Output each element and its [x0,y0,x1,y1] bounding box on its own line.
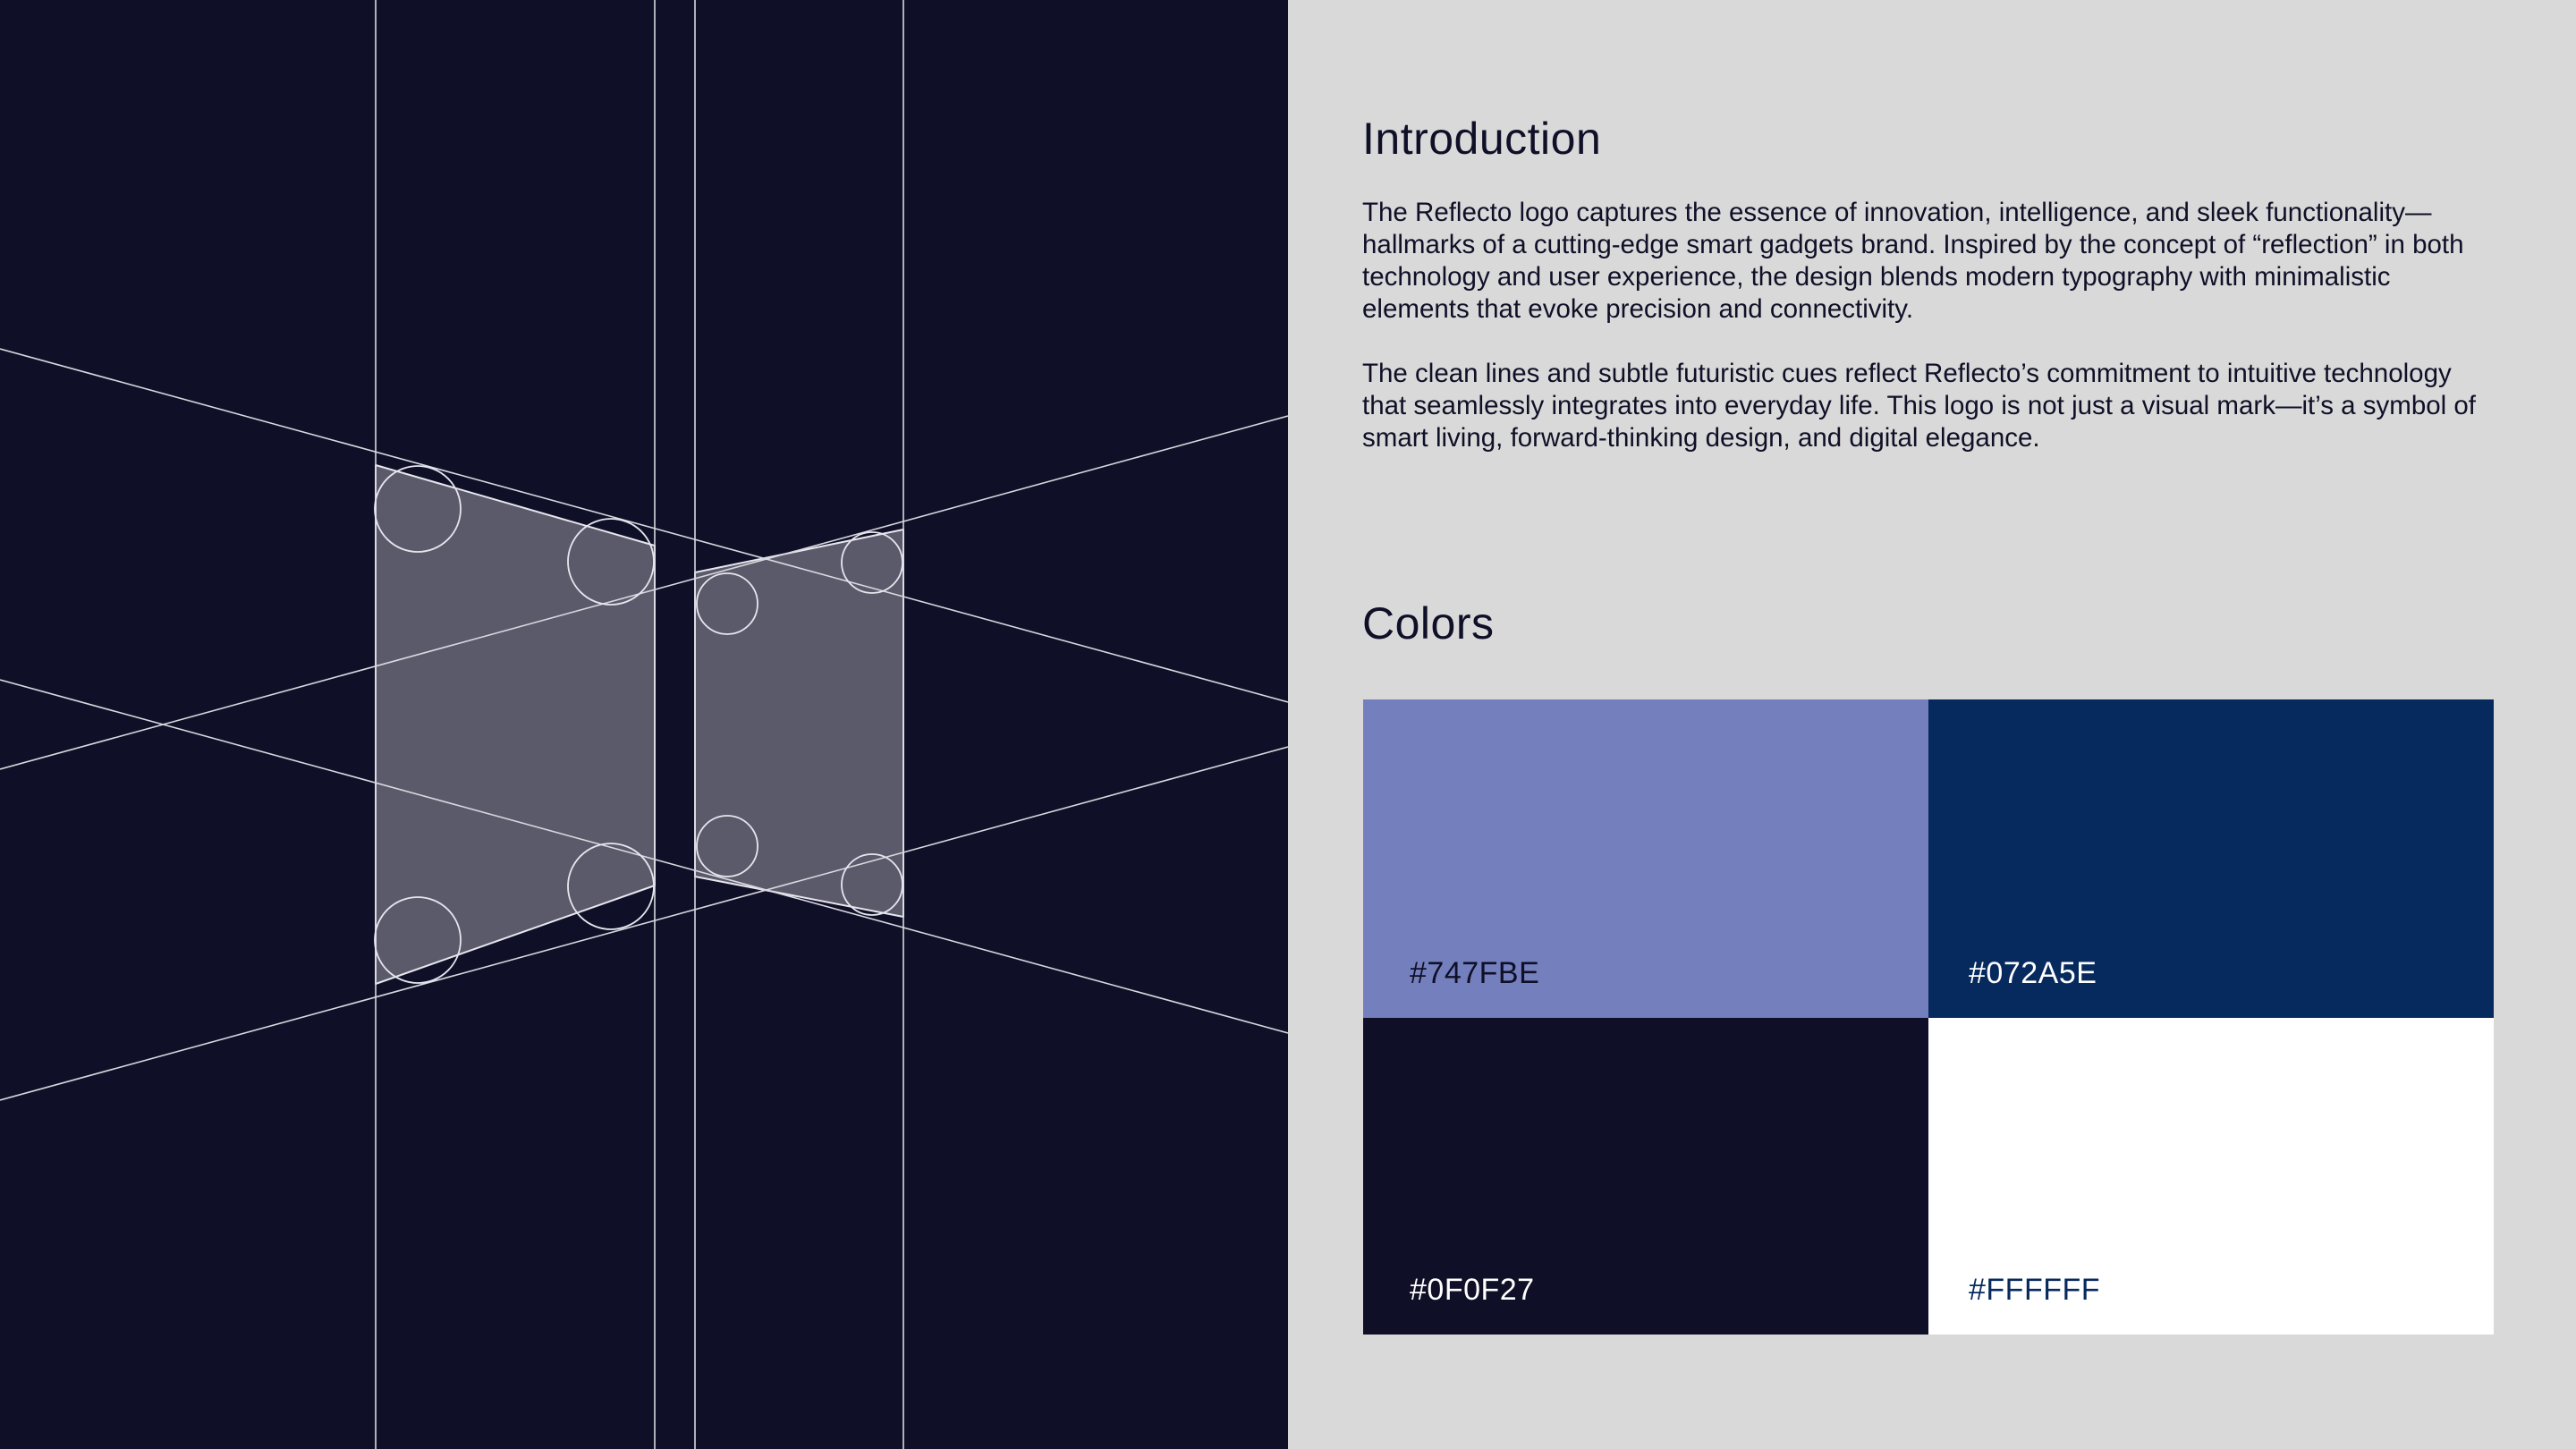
color-swatch-747fbe [1363,699,1928,1018]
colors-heading: Colors [1362,598,1495,648]
color-swatch-grid [1363,699,2494,1335]
introduction-paragraph-2: The clean lines and subtle futuristic cues reflect Reflecto’s commitment to intuitive technology that seamlessly integrates into everyday life. This logo is not just a visual mark—it’s a symbol of smart living, forward-thinking design, and digital elegance. [1362,359,2477,453]
color-swatch-0f0f27 [1363,1018,1928,1335]
logo-left-panel-shape [376,465,655,984]
color-swatch-072a5e [1928,699,2494,1018]
color-swatch-label: #072A5E [1969,956,2097,990]
color-swatch-label: #747FBE [1410,956,1540,990]
color-swatch-label: #FFFFFF [1969,1273,2101,1307]
color-swatch-label: #0F0F27 [1410,1273,1535,1307]
introduction-body [1362,197,2498,487]
content-panel [1288,0,2576,1449]
introduction-heading: Introduction [1362,114,1602,164]
color-swatch-ffffff [1928,1018,2494,1335]
introduction-paragraph-1: The Reflecto logo captures the essence of innovation, intelligence, and sleek functionality—hallmarks of a cutting-edge smart gadgets brand. Inspired by the concept of “reflection” in both technology and user experience, the design blends modern typography with minimalistic elements that evoke precision and connectivity. [1362,198,2464,324]
